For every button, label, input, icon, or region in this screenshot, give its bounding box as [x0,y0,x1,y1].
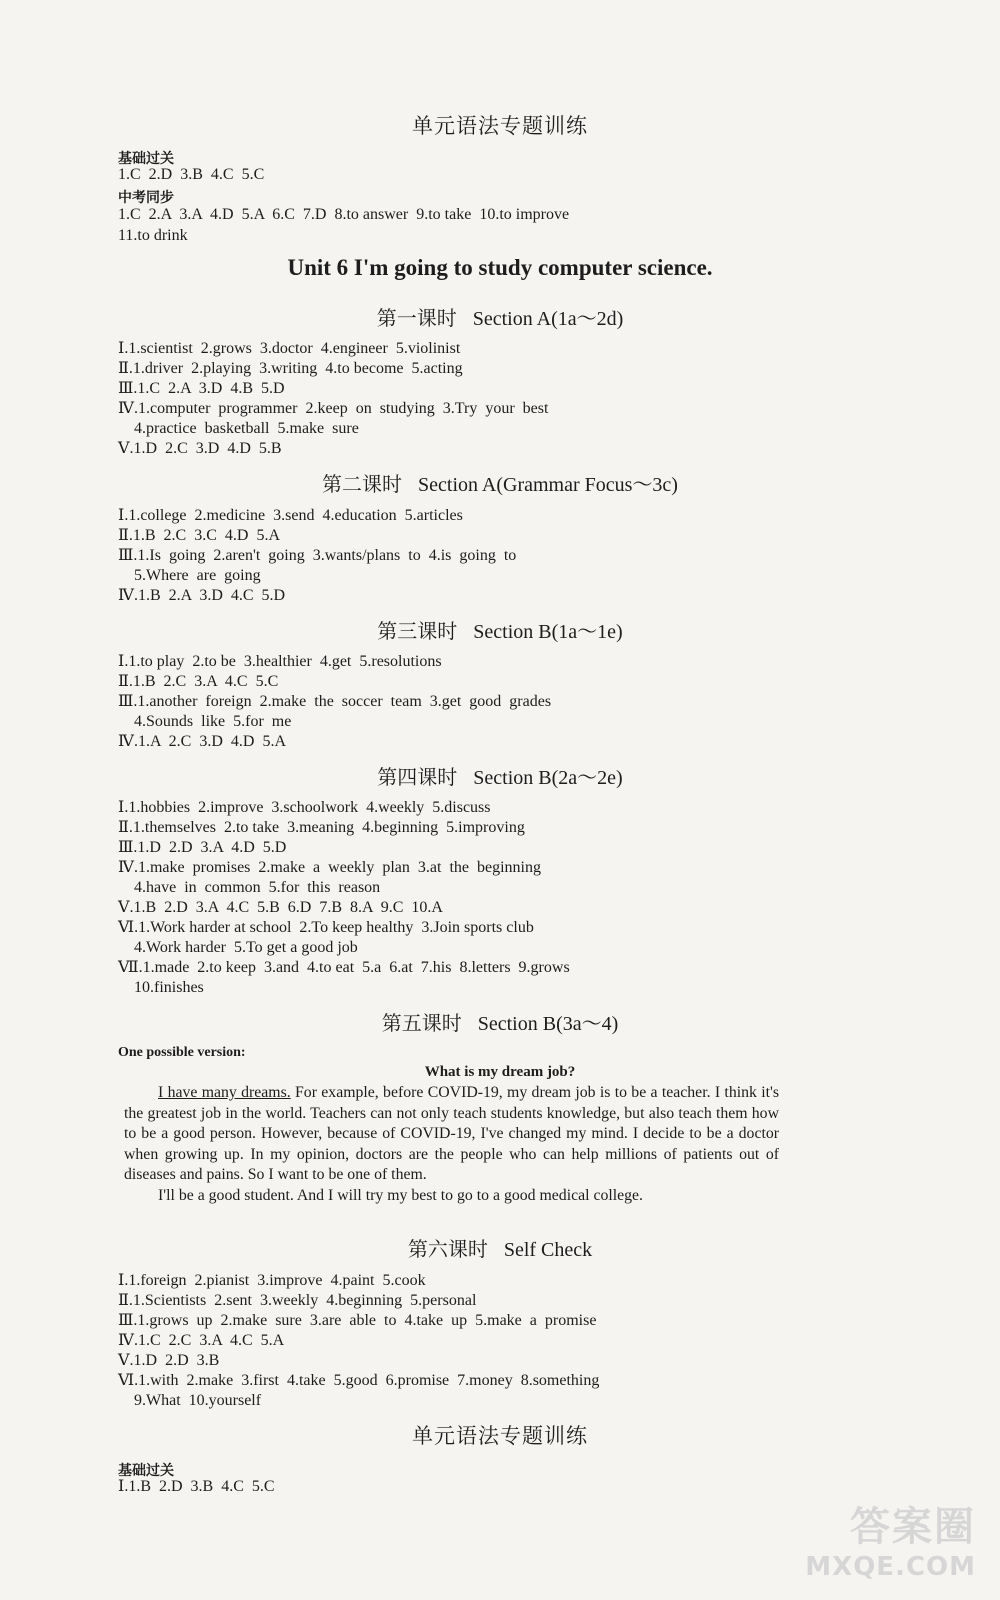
answer-line: Ⅵ.1.with 2.make 3.first 4.take 5.good 6.promise 7.money 8.something [118,1372,600,1389]
answer-line: Ⅲ.1.D 2.D 3.A 4.D 5.D [118,839,287,856]
answer-line: Ⅵ.1.Work harder at school 2.To keep healthy 3.Join sports club [118,919,534,936]
answer-line: Ⅳ.1.computer programmer 2.keep on studying 3.Try your best [118,400,549,417]
answer-line: Ⅰ.1.to play 2.to be 3.healthier 4.get 5.resolutions [118,653,442,670]
answer-line: Ⅲ.1.grows up 2.make sure 3.are able to 4.take up 5.make a promise [118,1312,597,1329]
answer-line: 4.have in common 5.for this reason [118,879,381,896]
lesson5-cn: 第五课时 [381,1013,462,1035]
answer-line: 5.Where are going [118,567,261,584]
lesson6-cn: 第六课时 [407,1239,488,1261]
answer-line: 4.Work harder 5.To get a good job [118,939,358,956]
watermark-text-en: MXQE.COM [805,1552,976,1582]
lesson6-heading [0,1233,1000,1262]
answer-line: Ⅳ.1.C 2.C 3.A 4.C 5.A [118,1332,285,1349]
answer-line: 9.What 10.yourself [118,1392,262,1409]
answer-line: 10.finishes [118,979,204,996]
zhongkao-answers-1: 1.C 2.A 3.A 4.D 5.A 6.C 7.D 8.to answer 9.to take 10.to improve [118,206,570,223]
zhongkao-label: 中考同步 [118,191,174,206]
zhongkao-answers-2: 11.to drink [118,227,188,244]
jichu-answers: 1.C 2.D 3.B 4.C 5.C [118,166,265,183]
lesson2-cn: 第二课时 [322,474,403,496]
unit-title: Unit 6 I'm going to study computer science. [287,255,713,280]
version-label: One possible version: [118,1045,246,1060]
essay-body [124,1083,779,1207]
answer-line: Ⅲ.1.C 2.A 3.D 4.B 5.D [118,380,285,397]
answer-line: Ⅳ.1.make promises 2.make a weekly plan 3.at the beginning [118,859,541,876]
grammar-heading: 单元语法专题训练 [412,114,588,138]
watermark-logo [805,1495,976,1582]
lesson1-en: Section A(1a～2d) [472,308,624,330]
essay-paragraph-1 [124,1083,779,1186]
answer-line: Ⅴ.1.D 2.C 3.D 4.D 5.B [118,440,282,457]
essay-underlined-sentence: I have many dreams. [158,1084,291,1101]
answer-line: Ⅴ.1.B 2.D 3.A 4.C 5.B 6.D 7.B 8.A 9.C 10.A [118,899,443,916]
jichu-label: 基础过关 [118,152,174,167]
lesson2-heading [0,468,1000,497]
lesson3-cn: 第三课时 [377,621,458,643]
answer-line: Ⅱ.1.Scientists 2.sent 3.weekly 4.beginning 5.personal [118,1292,477,1309]
answer-line: Ⅳ.1.A 2.C 3.D 4.D 5.A [118,733,286,750]
lesson4-en: Section B(2a～2e) [473,767,623,789]
lesson6-en: Self Check [503,1239,593,1261]
answer-line: Ⅴ.1.D 2.D 3.B [118,1352,220,1369]
essay-paragraph-1-text: For example, before COVID-19, my dream job is to be a teacher. I think it's the greatest job in the world. Teachers can not only teach students knowledge, but also teach them how to be a good person. However, because of COVID-19, I've changed my mind. I decide to be a doctor when growing up. In my opinion, doctors are the people who can help millions of patients out of diseases and pains. So I want to be one of them. [124,1084,779,1184]
lesson4-cn: 第四课时 [377,767,458,789]
answer-line: Ⅲ.1.another foreign 2.make the soccer team 3.get good grades [118,693,552,710]
answer-line: Ⅰ.1.foreign 2.pianist 3.improve 4.paint 5.cook [118,1272,426,1289]
answer-line: Ⅱ.1.themselves 2.to take 3.meaning 4.beginning 5.improving [118,819,525,836]
grammar-heading-2: 单元语法专题训练 [412,1424,588,1448]
answer-line: Ⅰ.1.scientist 2.grows 3.doctor 4.engineer 5.violinist [118,340,461,357]
lesson1-heading [0,302,1000,331]
lesson5-heading [0,1007,1000,1036]
lesson1-cn: 第一课时 [376,308,457,330]
answer-line: Ⅲ.1.Is going 2.aren't going 3.wants/plans to 4.is going to [118,547,517,564]
answer-line: Ⅳ.1.B 2.A 3.D 4.C 5.D [118,587,286,604]
answer-line: Ⅱ.1.driver 2.playing 3.writing 4.to become 5.acting [118,360,463,377]
jichu-label-2: 基础过关 [118,1464,174,1479]
answer-line: Ⅶ.1.made 2.to keep 3.and 4.to eat 5.a 6.at 7.his 8.letters 9.grows [118,959,570,976]
answer-line: 4.Sounds like 5.for me [118,713,292,730]
lesson3-en: Section B(1a～1e) [473,621,623,643]
answer-line: 4.practice basketball 5.make sure [118,420,359,437]
lesson2-en: Section A(Grammar Focus～3c) [418,474,678,496]
answer-line: Ⅱ.1.B 2.C 3.C 4.D 5.A [118,527,280,544]
answer-line: Ⅱ.1.B 2.C 3.A 4.C 5.C [118,673,279,690]
essay-title: What is my dream job? [424,1064,576,1080]
watermark-text-cn: 答案圈 [850,1504,976,1550]
lesson4-heading [0,761,1000,790]
answer-line: Ⅰ.1.hobbies 2.improve 3.schoolwork 4.weekly 5.discuss [118,799,491,816]
lesson3-heading [0,615,1000,644]
jichu-answers-2: Ⅰ.1.B 2.D 3.B 4.C 5.C [118,1478,275,1495]
answer-line: Ⅰ.1.college 2.medicine 3.send 4.education 5.articles [118,507,463,524]
lesson5-en: Section B(3a～4) [477,1013,619,1035]
essay-paragraph-2: I'll be a good student. And I will try my best to go to a good medical college. [158,1186,643,1204]
